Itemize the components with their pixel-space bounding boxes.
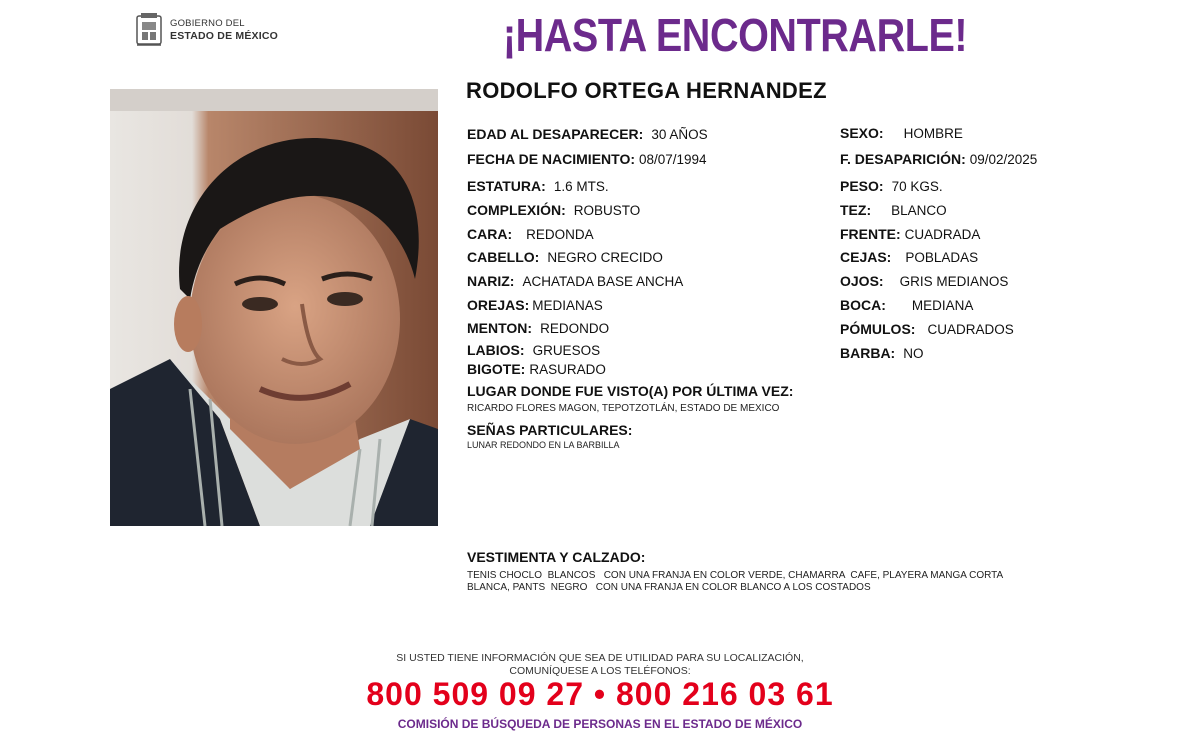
field-mustache bbox=[467, 361, 606, 377]
field-value: NO bbox=[903, 346, 924, 361]
field-value: 09/02/2025 bbox=[969, 152, 1038, 167]
distinguishing-marks-value: LUNAR REDONDO EN LA BARBILLA bbox=[467, 440, 620, 450]
portrait-illustration bbox=[110, 89, 438, 526]
field-value: GRUESOS bbox=[532, 343, 601, 358]
field-label: BARBA: bbox=[840, 345, 896, 361]
field-build bbox=[467, 202, 640, 218]
field-label: TEZ: bbox=[840, 202, 872, 218]
field-value: CUADRADOS bbox=[927, 322, 1014, 337]
field-value: 1.6 MTS. bbox=[553, 179, 609, 194]
field-value: REDONDO bbox=[540, 321, 610, 336]
field-value: NEGRO CRECIDO bbox=[547, 250, 663, 265]
agency-name: COMISIÓN DE BÚSQUEDA DE PERSONAS EN EL ESTADO DE MÉXICO bbox=[397, 717, 803, 731]
field-value: ROBUSTO bbox=[573, 203, 641, 218]
phone-separator: • bbox=[593, 676, 607, 712]
field-label: PESO: bbox=[840, 178, 884, 194]
field-cheekbones bbox=[840, 321, 1014, 337]
phone-numbers bbox=[300, 676, 900, 713]
field-value: BLANCO bbox=[891, 203, 947, 218]
field-label: EDAD AL DESAPARECER: bbox=[467, 126, 644, 142]
field-ears bbox=[467, 297, 603, 313]
field-value: MEDIANAS bbox=[532, 298, 603, 313]
field-nose bbox=[467, 273, 683, 289]
field-chin bbox=[467, 320, 609, 336]
logo-line-1: GOBIERNO DEL bbox=[170, 18, 245, 29]
field-label: SEXO: bbox=[840, 125, 884, 141]
field-disappearance-date bbox=[840, 151, 1037, 167]
field-value: GRIS MEDIANOS bbox=[899, 274, 1009, 289]
field-label: LABIOS: bbox=[467, 342, 525, 358]
field-value: 08/07/1994 bbox=[639, 152, 707, 167]
field-label: CEJAS: bbox=[840, 249, 892, 265]
field-height bbox=[467, 178, 609, 194]
coat-of-arms-icon bbox=[134, 12, 164, 48]
field-label: FRENTE: bbox=[840, 226, 901, 242]
field-label: OJOS: bbox=[840, 273, 884, 289]
last-seen-value: RICARDO FLORES MAGON, TEPOTZOTLÁN, ESTADO DE MEXICO bbox=[467, 403, 780, 414]
field-value: CUADRADA bbox=[904, 227, 981, 242]
contact-note-line-2: COMUNÍQUESE A LOS TELÉFONOS: bbox=[509, 665, 691, 677]
field-beard bbox=[840, 345, 923, 361]
headline: ¡HASTA ENCONTRARLE! bbox=[502, 9, 968, 61]
field-lips bbox=[467, 342, 600, 358]
field-mouth bbox=[840, 297, 973, 313]
field-eyebrows bbox=[840, 249, 978, 265]
field-label: CABELLO: bbox=[467, 249, 540, 265]
field-label: MENTON: bbox=[467, 320, 533, 336]
person-photo bbox=[110, 89, 438, 526]
government-logo bbox=[134, 12, 278, 48]
person-name: RODOLFO ORTEGA HERNANDEZ bbox=[466, 78, 827, 103]
distinguishing-marks-title: SEÑAS PARTICULARES: bbox=[467, 422, 633, 438]
field-label: OREJAS: bbox=[467, 297, 530, 313]
field-label: CARA: bbox=[467, 226, 513, 242]
field-value: RASURADO bbox=[529, 362, 606, 377]
field-sex bbox=[840, 125, 963, 141]
clothing-line-2: BLANCA, PANTS NEGRO CON UNA FRANJA EN COLOR BLANCO A LOS COSTADOS bbox=[467, 582, 871, 593]
field-value: HOMBRE bbox=[903, 126, 963, 141]
field-eyes bbox=[840, 273, 1008, 289]
phone-number-2[interactable]: 800 216 03 61 bbox=[615, 676, 834, 712]
field-value: 30 AÑOS bbox=[651, 127, 708, 142]
field-label: FECHA DE NACIMIENTO: bbox=[467, 151, 635, 167]
clothing-line-1: TENIS CHOCLO BLANCOS CON UNA FRANJA EN COLOR VERDE, CHAMARRA CAFE, PLAYERA MANGA CORTA bbox=[467, 570, 1004, 581]
field-weight bbox=[840, 178, 943, 194]
clothing-description bbox=[467, 570, 1067, 594]
last-seen-title: LUGAR DONDE FUE VISTO(A) POR ÚLTIMA VEZ: bbox=[467, 383, 794, 399]
field-value: 70 KGS. bbox=[891, 179, 943, 194]
field-face bbox=[467, 226, 594, 242]
field-label: COMPLEXIÓN: bbox=[467, 202, 566, 218]
field-label: BOCA: bbox=[840, 297, 886, 313]
field-forehead bbox=[840, 226, 980, 242]
field-label: ESTATURA: bbox=[467, 178, 546, 194]
field-label: BIGOTE: bbox=[467, 361, 526, 377]
contact-note-line-1: SI USTED TIENE INFORMACIÓN QUE SEA DE UTILIDAD PARA SU LOCALIZACIÓN, bbox=[396, 652, 804, 664]
clothing-title: VESTIMENTA Y CALZADO: bbox=[467, 549, 646, 565]
field-age bbox=[467, 126, 708, 142]
field-value: MEDIANA bbox=[911, 298, 974, 313]
field-label: PÓMULOS: bbox=[840, 321, 916, 337]
field-label: F. DESAPARICIÓN: bbox=[840, 151, 966, 167]
field-hair bbox=[467, 249, 663, 265]
field-birthdate bbox=[467, 151, 707, 167]
field-value: REDONDA bbox=[526, 227, 594, 242]
field-value: ACHATADA BASE ANCHA bbox=[522, 274, 684, 289]
contact-note bbox=[300, 652, 900, 678]
logo-line-2: ESTADO DE MÉXICO bbox=[170, 30, 279, 42]
field-value: POBLADAS bbox=[905, 250, 979, 265]
phone-number-1[interactable]: 800 509 09 27 bbox=[366, 676, 584, 712]
field-skin-tone bbox=[840, 202, 947, 218]
field-label: NARIZ: bbox=[467, 273, 515, 289]
